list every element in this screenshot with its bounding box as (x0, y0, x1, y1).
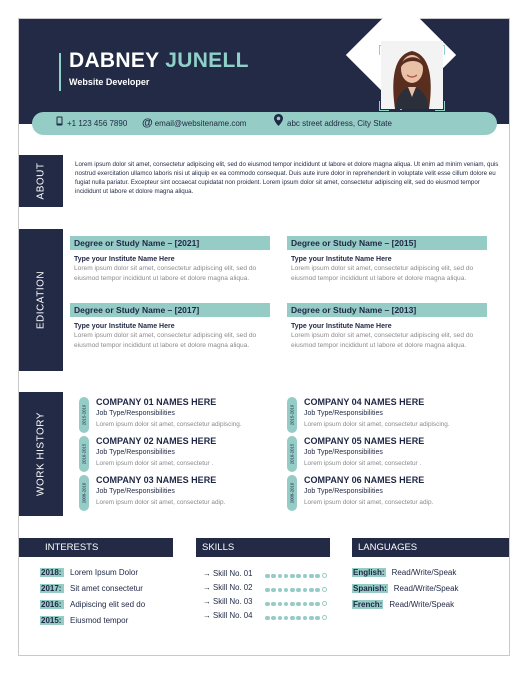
skill-dot (315, 616, 320, 621)
at-icon: @ (142, 117, 153, 130)
work-desc: Lorem ipsum dolor sit amet, consectetur . (304, 460, 422, 467)
profile-photo (381, 41, 443, 109)
arrow-right-icon: → (203, 611, 211, 620)
skill-dot (315, 588, 320, 593)
work-years-pill (287, 475, 297, 511)
work-years: 2010-2015 (81, 443, 87, 465)
work-item (287, 436, 487, 473)
skill-dot (271, 588, 276, 593)
work-desc: Lorem ipsum dolor sit amet, consectetur . (96, 460, 214, 467)
language-level: Read/Write/Speak (393, 584, 459, 593)
work-years: 2010-2015 (289, 443, 295, 465)
education-section-label (19, 229, 63, 371)
job-type: Job Type/Responsibilities (304, 488, 383, 495)
interest-text: Adipiscing elit sed do (70, 600, 146, 609)
contact-phone (56, 112, 127, 135)
work-years: 2015-2019 (289, 404, 295, 426)
skill-dot (322, 587, 327, 592)
skill-dot (309, 588, 314, 593)
language-item (352, 568, 456, 581)
education-item (287, 236, 487, 283)
work-history-section-label (19, 392, 63, 516)
work-years: 2008-2010 (81, 482, 87, 504)
work-years-pill (287, 436, 297, 472)
skill-name: Skill No. 01 (213, 569, 253, 578)
education-item (70, 303, 270, 350)
institute-name: Type your Institute Name Here (291, 256, 392, 263)
skills-header: SKILLS (196, 538, 330, 557)
last-name: JUNELL (165, 49, 249, 72)
first-name: DABNEY (69, 49, 160, 72)
location-pin-icon (274, 112, 283, 135)
skill-dot (271, 616, 276, 621)
interest-year: 2017: (40, 584, 64, 593)
institute-name: Type your Institute Name Here (74, 256, 175, 263)
skill-item (203, 611, 252, 623)
skill-dot (265, 602, 270, 607)
company-name: COMPANY 01 NAMES HERE (96, 397, 217, 407)
work-years-pill (79, 397, 89, 433)
skill-dot (271, 602, 276, 607)
phone-icon (56, 112, 63, 135)
interest-item (40, 584, 143, 597)
degree-title: Degree or Study Name – [2015] (287, 236, 487, 250)
job-type: Job Type/Responsibilities (96, 488, 175, 495)
work-item (79, 475, 279, 512)
about-section-label (19, 155, 63, 207)
about-text: Lorem ipsum dolor sit amet, consectetur adipiscing elit, sed do eiusmod tempor incididunt ut labore et dolore magna aliqua. Ut enim ad minim veniam, quis nostrud exercitation ullamco laboris nisi ut aliquip ex ea commodo consequat. Duis aute irure dolor in reprehenderit in voluptate velit esse cillum dolore eu fugiat nulla pariatur. Excepteur sint occaecat cupidatat non proident. Lorem ipsum dolor sit amet, consectetur adipiscing elit, sed do eiusmod tempor incididunt ut labore et dolore magna aliqua. (75, 161, 499, 195)
job-type: Job Type/Responsibilities (304, 410, 383, 417)
degree-title: Degree or Study Name – [2021] (70, 236, 270, 250)
interests-header: INTERESTS (19, 538, 173, 557)
job-type: Job Type/Responsibilities (96, 449, 175, 456)
skill-dot (284, 602, 289, 607)
skill-dot (315, 602, 320, 607)
work-years-pill (287, 397, 297, 433)
arrow-right-icon: → (203, 583, 211, 592)
skill-dot (309, 602, 314, 607)
education-label-text: EDICATION (35, 270, 47, 330)
work-desc: Lorem ipsum dolor sit amet, consectetur adip. (96, 499, 226, 506)
language-name: French: (353, 600, 383, 609)
language-name: English: (353, 568, 385, 577)
education-desc: Lorem ipsum dolor sit amet, consectetur adipiscing elit, sed do eiusmod tempor incididunt ut labore et dolore magna aliqua. (291, 265, 474, 282)
education-desc: Lorem ipsum dolor sit amet, consectetur adipiscing elit, sed do eiusmod tempor incididunt ut labore et dolore magna aliqua. (74, 265, 257, 282)
skill-dot (322, 573, 327, 578)
contact-email (142, 112, 246, 135)
skill-dot (271, 574, 276, 579)
skill-dot (303, 602, 308, 607)
name-accent-bar (59, 53, 61, 91)
work-desc: Lorem ipsum dolor sit amet, consectetur adip. (304, 499, 434, 506)
language-name: Spanish: (353, 584, 387, 593)
skill-item (203, 569, 252, 581)
institute-name: Type your Institute Name Here (291, 323, 392, 330)
skill-dot (303, 588, 308, 593)
skill-dot (284, 616, 289, 621)
skill-name: Skill No. 02 (213, 583, 253, 592)
job-title: Website Developer (69, 77, 150, 87)
work-years-pill (79, 436, 89, 472)
company-name: COMPANY 04 NAMES HERE (304, 397, 425, 407)
skill-dot (315, 574, 320, 579)
address-text: abc street address, City State (287, 119, 392, 128)
work-years: 2008-2010 (289, 482, 295, 504)
skill-dot (309, 574, 314, 579)
contact-address (274, 112, 392, 135)
skill-dot (296, 574, 301, 579)
skill-dot (284, 574, 289, 579)
skill-dot (265, 574, 270, 579)
job-type: Job Type/Responsibilities (96, 410, 175, 417)
work-years: 2015-2019 (81, 404, 87, 426)
resume-page (18, 18, 510, 656)
work-item (287, 475, 487, 512)
skill-dot (303, 574, 308, 579)
work-item (79, 397, 279, 434)
work-desc: Lorem ipsum dolor sit amet, consectetur adipiscing. (304, 421, 450, 428)
education-desc: Lorem ipsum dolor sit amet, consectetur adipiscing elit, sed do eiusmod tempor incididunt ut labore et dolore magna aliqua. (291, 332, 474, 349)
education-item (287, 303, 487, 350)
interest-item (40, 616, 128, 629)
language-item (352, 600, 454, 613)
phone-text: +1 123 456 7890 (67, 119, 128, 128)
work-history-label-text: WORK HISTORY (35, 412, 47, 496)
institute-name: Type your Institute Name Here (74, 323, 175, 330)
skill-level-meter (265, 571, 328, 579)
skill-dot (290, 574, 295, 579)
company-name: COMPANY 03 NAMES HERE (96, 475, 217, 485)
email-text: email@websitename.com (154, 119, 247, 128)
skill-dot (296, 616, 301, 621)
skill-dot (296, 588, 301, 593)
language-item (352, 584, 459, 597)
skill-dot (265, 616, 270, 621)
education-desc: Lorem ipsum dolor sit amet, consectetur adipiscing elit, sed do eiusmod tempor incididunt ut labore et dolore magna aliqua. (74, 332, 257, 349)
work-item (79, 436, 279, 473)
work-years-pill (79, 475, 89, 511)
skill-level-meter (265, 599, 328, 607)
skill-dot (284, 588, 289, 593)
about-label-text: ABOUT (35, 162, 47, 200)
skill-dot (290, 602, 295, 607)
skill-item (203, 583, 252, 595)
company-name: COMPANY 02 NAMES HERE (96, 436, 217, 446)
contact-bar (32, 112, 497, 135)
skill-dot (296, 602, 301, 607)
interest-text: Eiusmod tempor (70, 616, 129, 625)
degree-title: Degree or Study Name – [2017] (70, 303, 270, 317)
company-name: COMPANY 05 NAMES HERE (304, 436, 425, 446)
skill-dot (278, 616, 283, 621)
skill-dot (278, 588, 283, 593)
interest-year: 2018: (40, 568, 64, 577)
skill-dot (278, 602, 283, 607)
language-level: Read/Write/Speak (389, 600, 455, 609)
skill-dot (265, 588, 270, 593)
skill-dot (290, 616, 295, 621)
skill-dot (303, 616, 308, 621)
skill-level-meter (265, 585, 328, 593)
interest-year: 2015: (40, 616, 64, 625)
interest-text: Sit amet consectetur (70, 584, 143, 593)
interest-text: Lorem Ipsum Dolor (70, 568, 139, 577)
work-item (287, 397, 487, 434)
skill-dot (290, 588, 295, 593)
arrow-right-icon: → (203, 569, 211, 578)
interest-item (40, 600, 145, 613)
skill-dot (322, 615, 327, 620)
skill-name: Skill No. 04 (213, 611, 253, 620)
degree-title: Degree or Study Name – [2013] (287, 303, 487, 317)
language-level: Read/Write/Speak (391, 568, 457, 577)
interest-year: 2016: (40, 600, 64, 609)
candidate-name (69, 49, 249, 73)
education-item (70, 236, 270, 283)
work-desc: Lorem ipsum dolor sit amet, consectetur adipiscing. (96, 421, 242, 428)
interest-item (40, 568, 138, 581)
job-type: Job Type/Responsibilities (304, 449, 383, 456)
arrow-right-icon: → (203, 597, 211, 606)
company-name: COMPANY 06 NAMES HERE (304, 475, 425, 485)
skill-level-meter (265, 613, 328, 621)
skill-dot (278, 574, 283, 579)
skill-item (203, 597, 252, 609)
skill-dot (309, 616, 314, 621)
languages-header: LANGUAGES (352, 538, 509, 557)
skill-dot (322, 601, 327, 606)
skill-name: Skill No. 03 (213, 597, 253, 606)
